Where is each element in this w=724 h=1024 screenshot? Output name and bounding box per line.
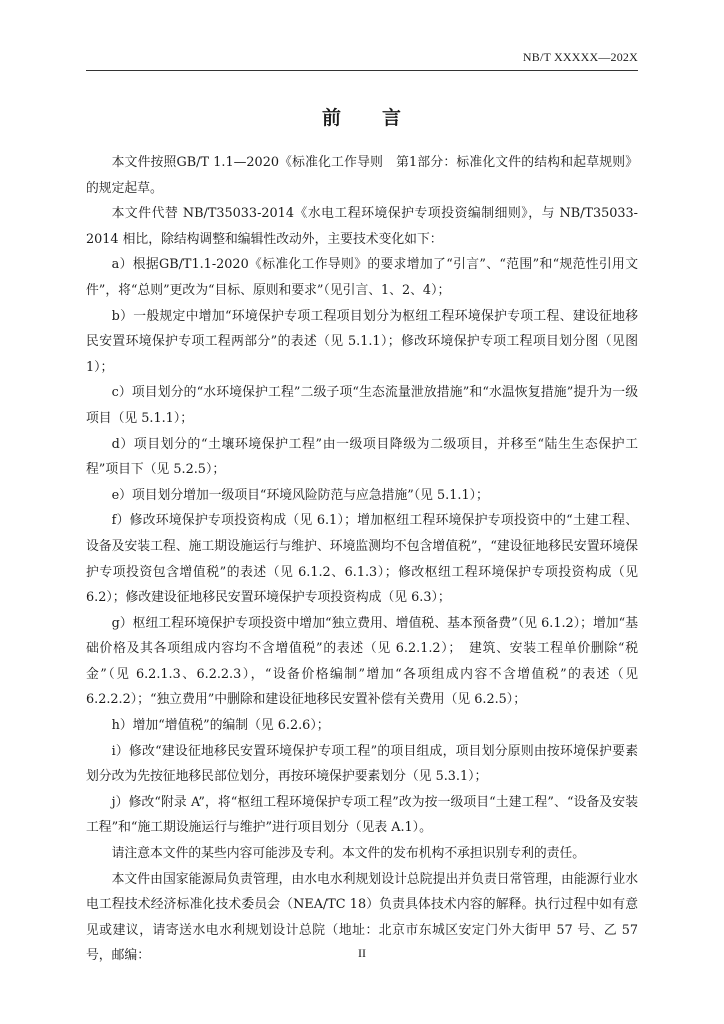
title-char-2: 言 [382, 107, 403, 129]
paragraph: 本文件代替 NB/T35033-2014《水电工程环境保护专项投资编制细则》，与 NB/T35033-2014 相比，除结构调整和编辑性改动外，主要技术变化如下： [86, 206, 638, 247]
list-item: j）修改“附录 A”，将“枢纽工程环境保护专项工程”改为按一级项目“土建工程”、“设备及安装工程”和“施工期设施运行与维护”进行项目划分（见表 A.1）。 [86, 794, 638, 836]
header-rule [86, 70, 638, 71]
list-item: b）一般规定中增加“环境保护专项工程项目划分为枢纽工程环境保护专项工程、建设征地移民安置环境保护专项工程两部分”的表述（见 5.1.1）；修改环境保护专项工程项目划分图（见图 1）； [86, 308, 638, 375]
list-item: g）枢纽工程环境保护专项投资中增加“独立费用、增值税、基本预备费”（见 6.1.2）；增加“基础价格及其各项组成内容均不含增值税”的表述（见 6.2.1.2）； 建筑、安装工程单价删除“税金”（见 6.2.1.3、6.2.2.3），“设备价格编制”增加“各项组成内容不含增值税”的表述（见 6.2.2.2）；“独立费用”中删除和建设征地移民安置补偿有关费用（见 6.2.5）； [86, 615, 638, 708]
paragraph: 请注意本文件的某些内容可能涉及专利。本文件的发布机构不承担识别专利的责任。 [111, 846, 586, 862]
list-item: h）增加“增值税”的编制（见 6.2.6）； [111, 718, 330, 734]
paragraph: 本文件由国家能源局负责管理，由水电水利规划设计总院提出并负责日常管理，由能源行业水电工程技术经济标准化技术委员会（NEA/TC 18）负责具体技术内容的解释。执行过程中如有意见或建议，请寄送水电水利规划设计总院（地址：北京市东城区安定门外大街甲 57 号、乙 57 号，邮编： [86, 871, 638, 964]
list-item: a）根据GB/T1.1-2020《标准化工作导则》的要求增加了“引言”、“范围”和“规范性引用文件”，将“总则”更改为“目标、原则和要求”（见引言、1、2、4）； [86, 257, 638, 298]
body-text [86, 150, 638, 969]
list-item: f）修改环境保护专项投资构成（见 6.1）；增加枢纽工程环境保护专项投资中的“土建工程、设备及安装工程、施工期设施运行与维护、环境监测均不包含增值税”，“建设征地移民安置环境保护专项投资包含增值税”的表述（见 6.1.2、6.1.3）；修改枢纽工程环境保护专项投资构成（见 6.2）；修改建设征地移民安置环境保护专项投资构成（见 6.3）； [86, 513, 638, 606]
list-item: c）项目划分的“水环境保护工程”二级子项“生态流量泄放措施”和“水温恢复措施”提升为一级项目（见 5.1.1）； [86, 385, 638, 426]
paragraph: 本文件按照GB/T 1.1—2020《标准化工作导则 第1部分：标准化文件的结构和起草规则》的规定起草。 [86, 155, 638, 196]
list-item: d）项目划分的“土壤环境保护工程”由一级项目降级为二级项目，并移至“陆生生态保护工程”项目下（见 5.2.5）； [86, 436, 638, 478]
list-item: e）项目划分增加一级项目“环境风险防范与应急措施”（见 5.1.1）； [111, 487, 489, 503]
page-number: II [358, 946, 366, 960]
title-char-1: 前 [321, 107, 342, 129]
list-item: i）修改“建设征地移民安置环境保护专项工程”的项目组成，项目划分原则由按环境保护要素划分改为先按征地移民部位划分，再按环境保护要素划分（见 5.3.1）； [86, 743, 638, 785]
page-title [0, 103, 724, 130]
document-number: NB/T XXXXX—202X [522, 50, 638, 64]
